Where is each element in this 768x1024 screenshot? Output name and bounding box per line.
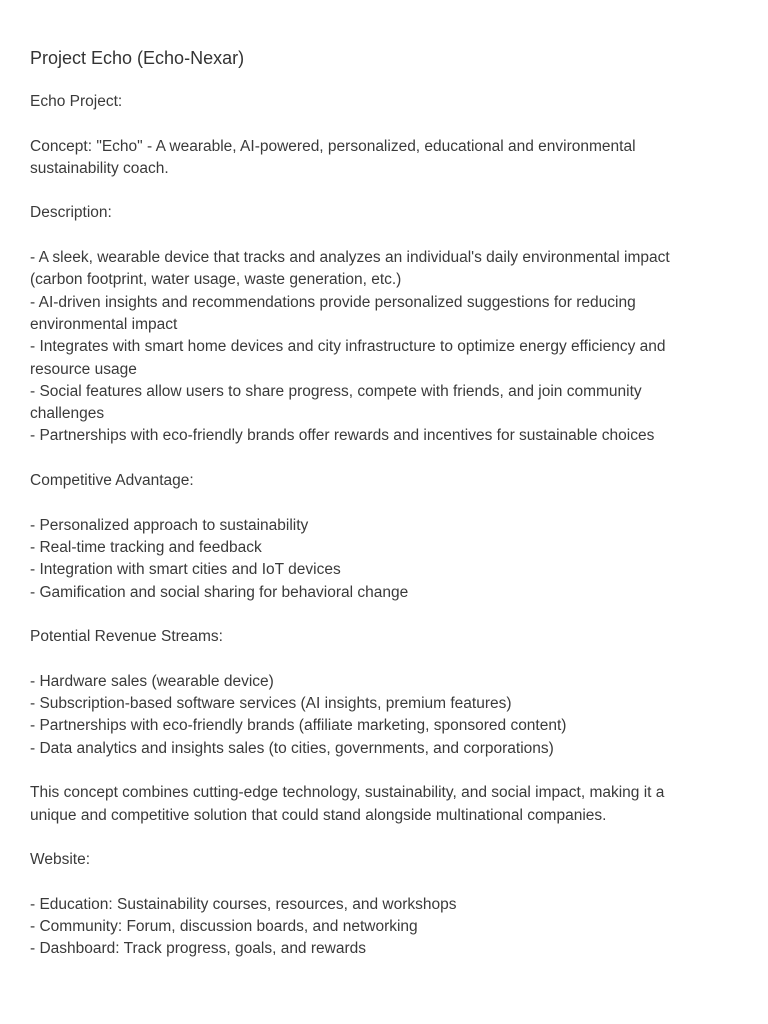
- website-item-2: - Community: Forum, discussion boards, and networking: [30, 917, 418, 935]
- website-label: [30, 849, 738, 871]
- description-item-5-line-1: - Partnerships with eco-friendly brands offer rewards and incentives for sustainable choices: [30, 427, 655, 445]
- concept-paragraph: [30, 136, 738, 181]
- advantage-item-4: - Gamification and social sharing for behavioral change: [30, 583, 409, 601]
- revenue-item-1: - Hardware sales (wearable device): [30, 672, 274, 690]
- advantage-label: [30, 470, 738, 492]
- summary-line-1: This concept combines cutting-edge technology, sustainability, and social impact, making it a: [30, 784, 665, 802]
- advantage-item-1: - Personalized approach to sustainability: [30, 516, 309, 534]
- document-title: Project Echo (Echo-Nexar): [30, 48, 245, 68]
- description-list: [30, 247, 738, 448]
- concept-line-1: Concept: "Echo" - A wearable, AI-powered, personalized, educational and environmental: [30, 137, 636, 155]
- website-label-text: Website:: [30, 851, 91, 869]
- description-item-4-line-1: - Social features allow users to share progress, compete with friends, and join community: [30, 382, 642, 400]
- description-label-text: Description:: [30, 204, 112, 222]
- revenue-label-text: Potential Revenue Streams:: [30, 628, 223, 646]
- website-list: [30, 894, 738, 961]
- website-item-1: - Education: Sustainability courses, resources, and workshops: [30, 895, 457, 913]
- advantage-item-2: - Real-time tracking and feedback: [30, 538, 262, 556]
- description-item-1-line-1: - A sleek, wearable device that tracks and analyzes an individual's daily environmental impact: [30, 249, 670, 267]
- description-item-1-line-2: (carbon footprint, water usage, waste generation, etc.): [30, 271, 402, 289]
- website-item-3: - Dashboard: Track progress, goals, and rewards: [30, 940, 366, 958]
- advantage-list: [30, 515, 738, 604]
- description-item-4-line-2: challenges: [30, 405, 105, 423]
- document-body: [30, 91, 738, 961]
- advantage-label-text: Competitive Advantage:: [30, 472, 194, 490]
- description-item-2-line-1: - AI-driven insights and recommendations provide personalized suggestions for reducing: [30, 293, 636, 311]
- summary-paragraph: [30, 782, 738, 827]
- revenue-list: [30, 671, 738, 760]
- description-label: [30, 202, 738, 224]
- description-item-2-line-2: environmental impact: [30, 315, 178, 333]
- intro-label-text: Echo Project:: [30, 93, 123, 110]
- summary-line-2: unique and competitive solution that could stand alongside multinational companies.: [30, 806, 607, 824]
- revenue-item-2: - Subscription-based software services (AI insights, premium features): [30, 695, 512, 713]
- intro-label: [30, 91, 738, 113]
- revenue-item-3: - Partnerships with eco-friendly brands (affiliate marketing, sponsored content): [30, 717, 567, 735]
- revenue-item-4: - Data analytics and insights sales (to cities, governments, and corporations): [30, 739, 554, 757]
- description-item-3-line-1: - Integrates with smart home devices and city infrastructure to optimize energy efficiency and: [30, 338, 666, 356]
- description-item-3-line-2: resource usage: [30, 360, 137, 378]
- revenue-label: [30, 626, 738, 648]
- concept-line-2: sustainability coach.: [30, 159, 169, 177]
- advantage-item-3: - Integration with smart cities and IoT devices: [30, 561, 341, 579]
